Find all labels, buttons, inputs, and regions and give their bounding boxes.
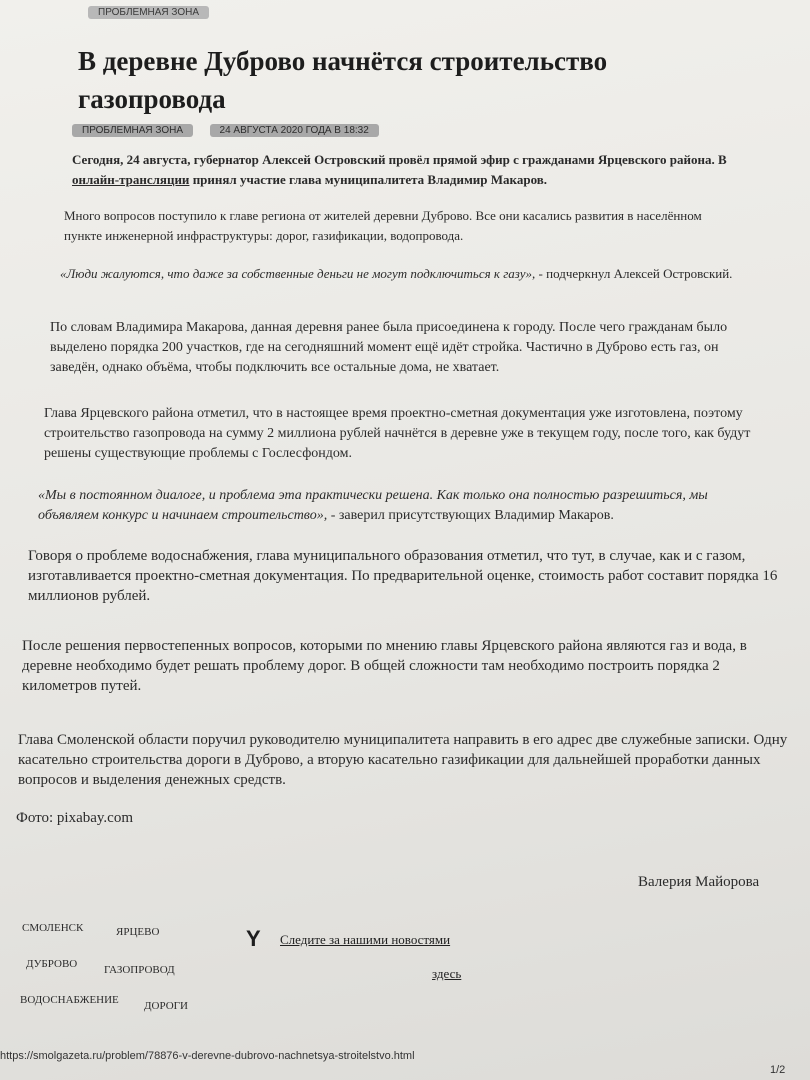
- here-link[interactable]: здесь: [432, 966, 462, 981]
- article-meta: [72, 124, 393, 137]
- article-author: Валерия Майорова: [638, 874, 760, 890]
- date-chip: 24 АВГУСТА 2020 ГОДА В 18:32: [210, 124, 379, 137]
- paragraph-5: [38, 486, 768, 526]
- paragraph-3: По словам Владимира Макарова, данная деревня ранее была присоединена к городу. После чего гражданам было выделено порядка 200 участков, где на сегодняшний момент ещё идёт стройка. Частично в Дуброво есть газ, он заведён, однако объёма, чтобы подключить все остальные дома, не хватает.: [50, 320, 728, 375]
- quote-makarov: «Мы в постоянном диалоге, и проблема эта практически решена. Как только она полностью разрешиться, мы объявляем конкурс и начинаем строительство»,: [38, 488, 708, 523]
- paragraph-7: После решения первостепенных вопросов, которыми по мнению главы Ярцевского района являются газ и вода, в деревне необходимо будет решать проблему дорог. В общей сложности там необходимо построить порядка 2 километров путей.: [22, 638, 747, 694]
- quote-attribution-2: - заверил присутствующих Владимир Макаров.: [327, 508, 614, 523]
- lead-text-1: Сегодня, 24 августа, губернатор Алексей Островский провёл прямой эфир с гражданами Ярцевского района. В: [72, 152, 727, 167]
- follow-news-link[interactable]: Следите за нашими новостями: [280, 932, 451, 947]
- paragraph-6: Говоря о проблеме водоснабжения, глава муниципального образования отметил, что тут, в случае, как и с газом, изготавливается проектно-сметная документация. По предварительной оценке, стоимость работ составит порядка 16 миллионов рублей.: [28, 548, 778, 604]
- tag-dubrovo[interactable]: ДУБРОВО: [26, 958, 78, 970]
- broadcast-link[interactable]: онлайн-трансляции: [72, 172, 190, 187]
- tag-dorogi[interactable]: ДОРОГИ: [144, 1000, 188, 1012]
- section-chip[interactable]: ПРОБЛЕМНАЯ ЗОНА: [72, 124, 193, 137]
- page-number: 1/2: [770, 1064, 786, 1076]
- photo-credit: Фото: pixabay.com: [16, 810, 134, 826]
- quote-attribution-1: - подчеркнул Алексей Островский.: [535, 266, 733, 281]
- tag-gazoprovod[interactable]: ГАЗОПРОВОД: [104, 964, 175, 976]
- section-tag-top[interactable]: ПРОБЛЕМНАЯ ЗОНА: [88, 6, 209, 19]
- article-lead: [72, 150, 732, 190]
- paragraph-4: Глава Ярцевского района отметил, что в настоящее время проектно-сметная документация уже изготовлена, поэтому строительство газопровода на сумму 2 миллиона рублей начнётся в деревне уже в текущем году, после того, как будут решены существующие проблемы с Гослесфондом.: [44, 406, 751, 461]
- paragraph-8: Глава Смоленской области поручил руководителю муниципалитета направить в его адрес две служебные записки. Одну касательно строительства дороги в Дуброво, а вторую касательно газификации для дальнейшей проработки данных вопросов и выделения денежных средств.: [18, 732, 788, 788]
- yandex-y-icon[interactable]: Y: [246, 926, 261, 951]
- tag-smolensk[interactable]: СМОЛЕНСК: [22, 922, 84, 934]
- paragraph-1: Много вопросов поступило к главе региона от жителей деревни Дуброво. Все они касались развития в населённом пункте инженерной инфраструктуры: дорог, газификации, водопровода.: [64, 208, 702, 243]
- tag-vodosnabzhenie[interactable]: ВОДОСНАБЖЕНИЕ: [20, 994, 119, 1006]
- paragraph-2: [60, 264, 750, 284]
- page-url: https://smolgazeta.ru/problem/78876-v-derevne-dubrovo-nachnetsya-stroitelstvo.html: [0, 1050, 415, 1062]
- tag-yartsevo[interactable]: ЯРЦЕВО: [116, 926, 160, 938]
- lead-text-2: принял участие глава муниципалитета Владимир Макаров.: [189, 172, 548, 187]
- article-title: В деревне Дуброво начнётся строительство газопровода: [78, 46, 608, 114]
- quote-ostrovsky: «Люди жалуются, что даже за собственные деньги не могут подключиться к газу»,: [60, 266, 536, 281]
